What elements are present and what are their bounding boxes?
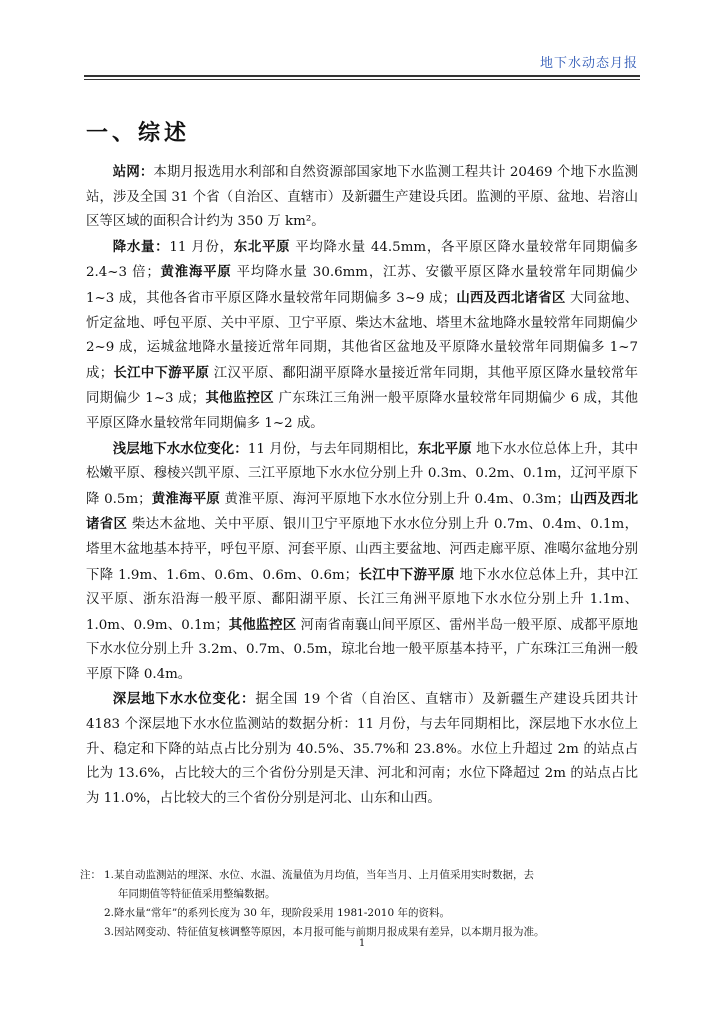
region-label: 长江中下游平原 — [113, 364, 210, 381]
header-rule — [84, 75, 640, 77]
text-run: 大同盆地、忻定盆地、呼包平原、关中平原、卫宁平原、柴达木盆地、塔里木盆地降水量较常年同期偏少 2~9 成，运城盆地降水量接近常年同期，其他省区盆地及平原降水量较常年同期偏多 1~7 成； — [86, 290, 638, 381]
paragraph-label: 深层地下水水位变化： — [112, 691, 256, 708]
text-run: 11 月份， — [169, 239, 234, 255]
footnote-1 — [80, 866, 640, 885]
region-label: 长江中下游平原 — [358, 566, 455, 583]
paragraph-text: 据全国 19 个省（自治区、直辖市）及新疆生产建设兵团共计 4183 个深层地下水水位监测站的数据分析：11 月份，与去年同期相比，深层地下水水位上升、稳定和下降的站点占比分别为 40.5%、35.7%和 23.8%。水位上升超过 2m 的站点占比为 13.6%，占比较大的三个省份分别是天津、河北和河南；水位下降超过 2m 的站点占比为 11.0%，占比较大的三个省份分别是河北、山东和山西。 — [86, 692, 638, 806]
paragraph-label: 降水量： — [112, 238, 170, 255]
section-heading: 一、综述 — [86, 121, 191, 146]
text-run: 江汉平原、鄱阳湖平原降水量接近常年同期，其他平原区降水量较常年同期偏少 1~3 成； — [86, 365, 638, 407]
paragraph-deep-groundwater — [86, 687, 638, 811]
text-run: 黄淮平原、海河平原地下水水位分别上升 0.4m、0.3m； — [219, 491, 570, 507]
footnotes — [80, 866, 640, 942]
region-label: 其他监控区 — [205, 390, 274, 407]
paragraph-label: 浅层地下水水位变化： — [112, 440, 248, 457]
text-run: 11 月份，与去年同期相比， — [247, 441, 418, 457]
region-label: 东北平原 — [417, 440, 472, 457]
footnote-3: 3.因站网变动、特征值复核调整等原因，本月报可能与前期月报成果有差异，以本期月报为准。 — [104, 926, 545, 938]
text-run: 地下水水位总体上升，其中江汉平原、浙东沿海一般平原、鄱阳湖平原、长江三角洲平原地下水水位分别上升 1.1m、1.0m、0.9m、0.1m； — [86, 567, 639, 633]
footnote-text: 1.某自动监测站的埋深、水位、水温、流量值为月均值，当年当月、上月值采用实时数据，去 — [104, 869, 535, 881]
text-run: 河南省南襄山间平原区、雷州半岛一般平原、成都平原地下水水位分别上升 3.2m、0.7m、0.5m，琼北台地一般平原基本持平，广东珠江三角洲一般平原下降 0.4m。 — [86, 617, 638, 682]
paragraph-label: 站网： — [112, 164, 154, 180]
paragraph-network — [86, 160, 638, 235]
region-label: 其他监控区 — [228, 616, 297, 633]
region-label: 东北平原 — [233, 238, 291, 255]
page-number: 1 — [358, 938, 366, 949]
region-label: 山西及西北诸省区 — [456, 289, 566, 306]
text-run: 广东珠江三角洲一般平原降水量较常年同期偏少 6 成，其他平原区降水量较常年同期偏多 1~2 成。 — [86, 391, 638, 431]
paragraph-shallow-groundwater — [86, 437, 638, 688]
body-text — [86, 160, 638, 811]
text-run: 柴达木盆地、关中平原、银川卫宁平原地下水水位分别上升 0.7m、0.4m、0.1m，塔里木盆地基本持平，呼包平原、河套平原、山西主要盆地、河西走廊平原、准噶尔盆地分别下降 1.9m、1.6m、0.6m、0.6m、0.6m； — [86, 517, 639, 583]
report-header-title: 地下水动态月报 — [539, 56, 638, 71]
text-run: 地下水水位总体上升，其中松嫩平原、穆棱兴凯平原、三江平原地下水水位分别上升 0.3m、0.2m、0.1m，辽河平原下降 0.5m； — [86, 441, 639, 507]
text-run: 平均降水量 30.6mm，江苏、安徽平原区降水量较常年同期偏少 1~3 成，其他各省市平原区降水量较常年同期偏多 3~9 成； — [86, 265, 638, 306]
region-label: 山西及西北诸省区 — [86, 490, 638, 533]
paragraph-text: 本期月报选用水利部和自然资源部国家地下水监测工程共计 20469 个地下水监测站，涉及全国 31 个省（自治区、直辖市）及新疆生产建设兵团。监测的平原、盆地、岩溶山区等区域的面积合计约为 350 万 km²。 — [86, 165, 639, 230]
region-label: 黄淮海平原 — [151, 490, 220, 507]
text-run: 平均降水量 44.5mm，各平原区降水量较常年同期偏多 2.4~3 倍； — [86, 239, 639, 281]
footnote-label: 注： — [80, 869, 101, 881]
region-label: 黄淮海平原 — [159, 264, 232, 281]
paragraph-precipitation — [86, 235, 638, 437]
footnote-1-continued: 年同期值等特征值采用整编数据。 — [118, 888, 276, 900]
footnote-2: 2.降水量“常年”的系列长度为 30 年，现阶段采用 1981-2010 年的资料。 — [104, 907, 450, 919]
header-rule-thin — [84, 79, 640, 80]
